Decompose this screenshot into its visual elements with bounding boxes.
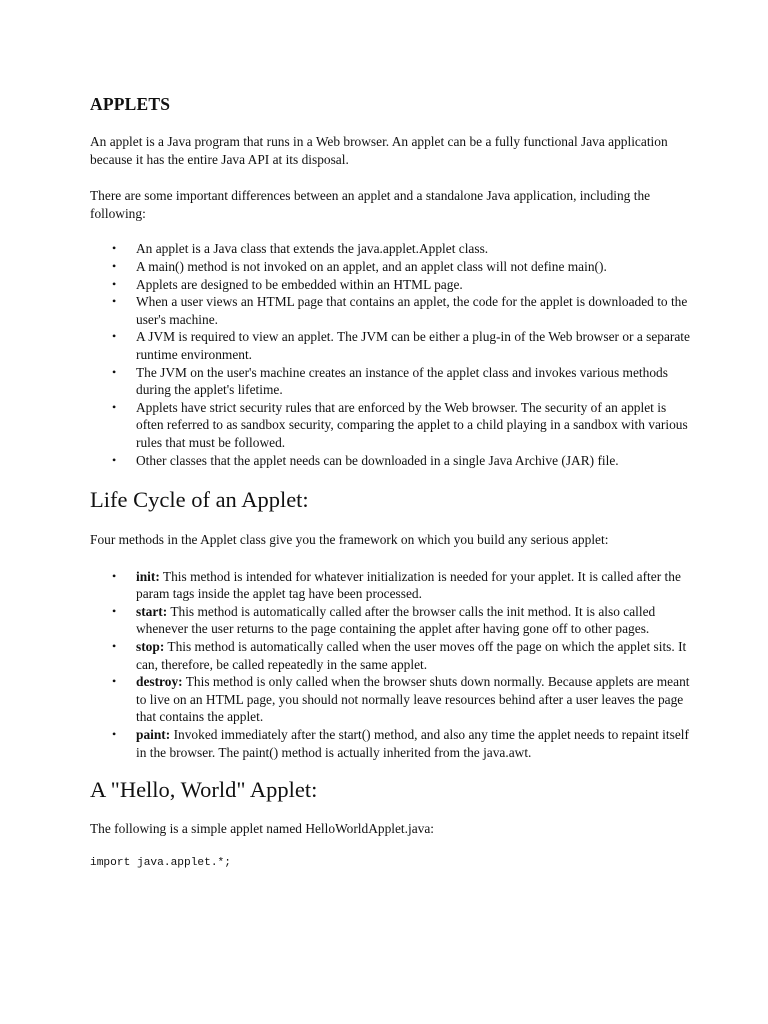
hello-world-intro: The following is a simple applet named HelloWorldApplet.java: bbox=[90, 821, 435, 837]
bullet-icon: • bbox=[112, 452, 117, 467]
bullet-icon: • bbox=[112, 603, 117, 618]
intro-paragraph-1: An applet is a Java program that runs in a Web browser. An applet can be a fully functional Java application because it has the entire Java API at its disposal. bbox=[90, 134, 668, 167]
list-item bbox=[90, 399, 690, 452]
method-description: Invoked immediately after the start() method, and also any time the applet needs to repaint itself in the browser. The paint() method is actually inherited from the java.awt. bbox=[136, 727, 689, 760]
list-item-text: Applets are designed to be embedded within an HTML page. bbox=[136, 276, 463, 292]
bullet-icon: • bbox=[112, 364, 117, 379]
bullet-icon: • bbox=[112, 329, 117, 344]
bullet-icon: • bbox=[112, 727, 117, 742]
method-term: paint: bbox=[136, 727, 171, 743]
list-item bbox=[90, 568, 690, 603]
bullet-icon: • bbox=[112, 674, 117, 689]
lifecycle-intro: Four methods in the Applet class give you the framework on which you build any serious applet: bbox=[90, 532, 609, 548]
bullet-icon: • bbox=[112, 639, 117, 654]
list-item-text: An applet is a Java class that extends the java.applet.Applet class. bbox=[136, 241, 489, 257]
list-item bbox=[90, 726, 690, 761]
method-term: destroy: bbox=[136, 674, 183, 690]
bullet-icon: • bbox=[112, 294, 117, 309]
bullet-icon: • bbox=[112, 276, 117, 291]
bullet-icon: • bbox=[112, 258, 117, 273]
list-item bbox=[90, 638, 690, 673]
method-description: This method is only called when the browser shuts down normally. Because applets are meant to live on an HTML page, you should not normally leave resources behind after a user leaves the page that contains the applet. bbox=[136, 674, 690, 725]
list-item bbox=[90, 452, 690, 470]
list-item bbox=[90, 603, 690, 638]
intro-paragraph-2: There are some important differences between an applet and a standalone Java application, including the following: bbox=[90, 188, 651, 221]
method-description: This method is automatically called when the user moves off the page on which the applet sits. It can, therefore, be called repeatedly in the same applet. bbox=[136, 639, 687, 672]
list-item-text: Applets have strict security rules that are enforced by the Web browser. The security of an applet is often referred to as sandbox security, comparing the applet to a child playing in a sandbox with various rules that must be followed. bbox=[136, 399, 688, 450]
list-item bbox=[90, 364, 690, 399]
hello-world-heading: A "Hello, World" Applet: bbox=[90, 777, 318, 803]
bullet-icon: • bbox=[112, 241, 117, 256]
list-item-text: The JVM on the user's machine creates an instance of the applet class and invokes various methods during the applet's lifetime. bbox=[136, 364, 668, 398]
list-item-text: When a user views an HTML page that contains an applet, the code for the applet is downloaded to the user's machine. bbox=[136, 294, 688, 327]
method-term: stop: bbox=[136, 639, 165, 655]
list-item bbox=[90, 258, 690, 276]
list-item-text: A JVM is required to view an applet. The JVM can be either a plug-in of the Web browser or a separate runtime environment. bbox=[136, 329, 690, 362]
lifecycle-heading: Life Cycle of an Applet: bbox=[90, 487, 309, 513]
list-item-text: A main() method is not invoked on an applet, and an applet class will not define main(). bbox=[136, 258, 607, 274]
bullet-icon: • bbox=[112, 568, 117, 583]
list-item bbox=[90, 276, 690, 294]
method-description: This method is intended for whatever initialization is needed for your applet. It is called after the param tags inside the applet tag have been processed. bbox=[136, 568, 681, 602]
list-item-text: Other classes that the applet needs can be downloaded in a single Java Archive (JAR) file. bbox=[136, 452, 619, 468]
differences-list bbox=[90, 240, 690, 469]
list-item bbox=[90, 240, 690, 258]
list-item bbox=[90, 673, 690, 726]
lifecycle-methods-list bbox=[90, 568, 690, 762]
list-item bbox=[90, 328, 690, 363]
code-block: import java.applet.*; bbox=[90, 856, 231, 869]
bullet-icon: • bbox=[112, 399, 117, 414]
method-description: This method is automatically called after the browser calls the init method. It is also called whenever the user returns to the page containing the applet after having gone off to other pages. bbox=[136, 603, 656, 637]
method-term: init: bbox=[136, 568, 160, 584]
method-term: start: bbox=[136, 603, 168, 619]
list-item bbox=[90, 293, 690, 328]
page-title: APPLETS bbox=[90, 94, 171, 114]
document-page bbox=[90, 93, 690, 870]
